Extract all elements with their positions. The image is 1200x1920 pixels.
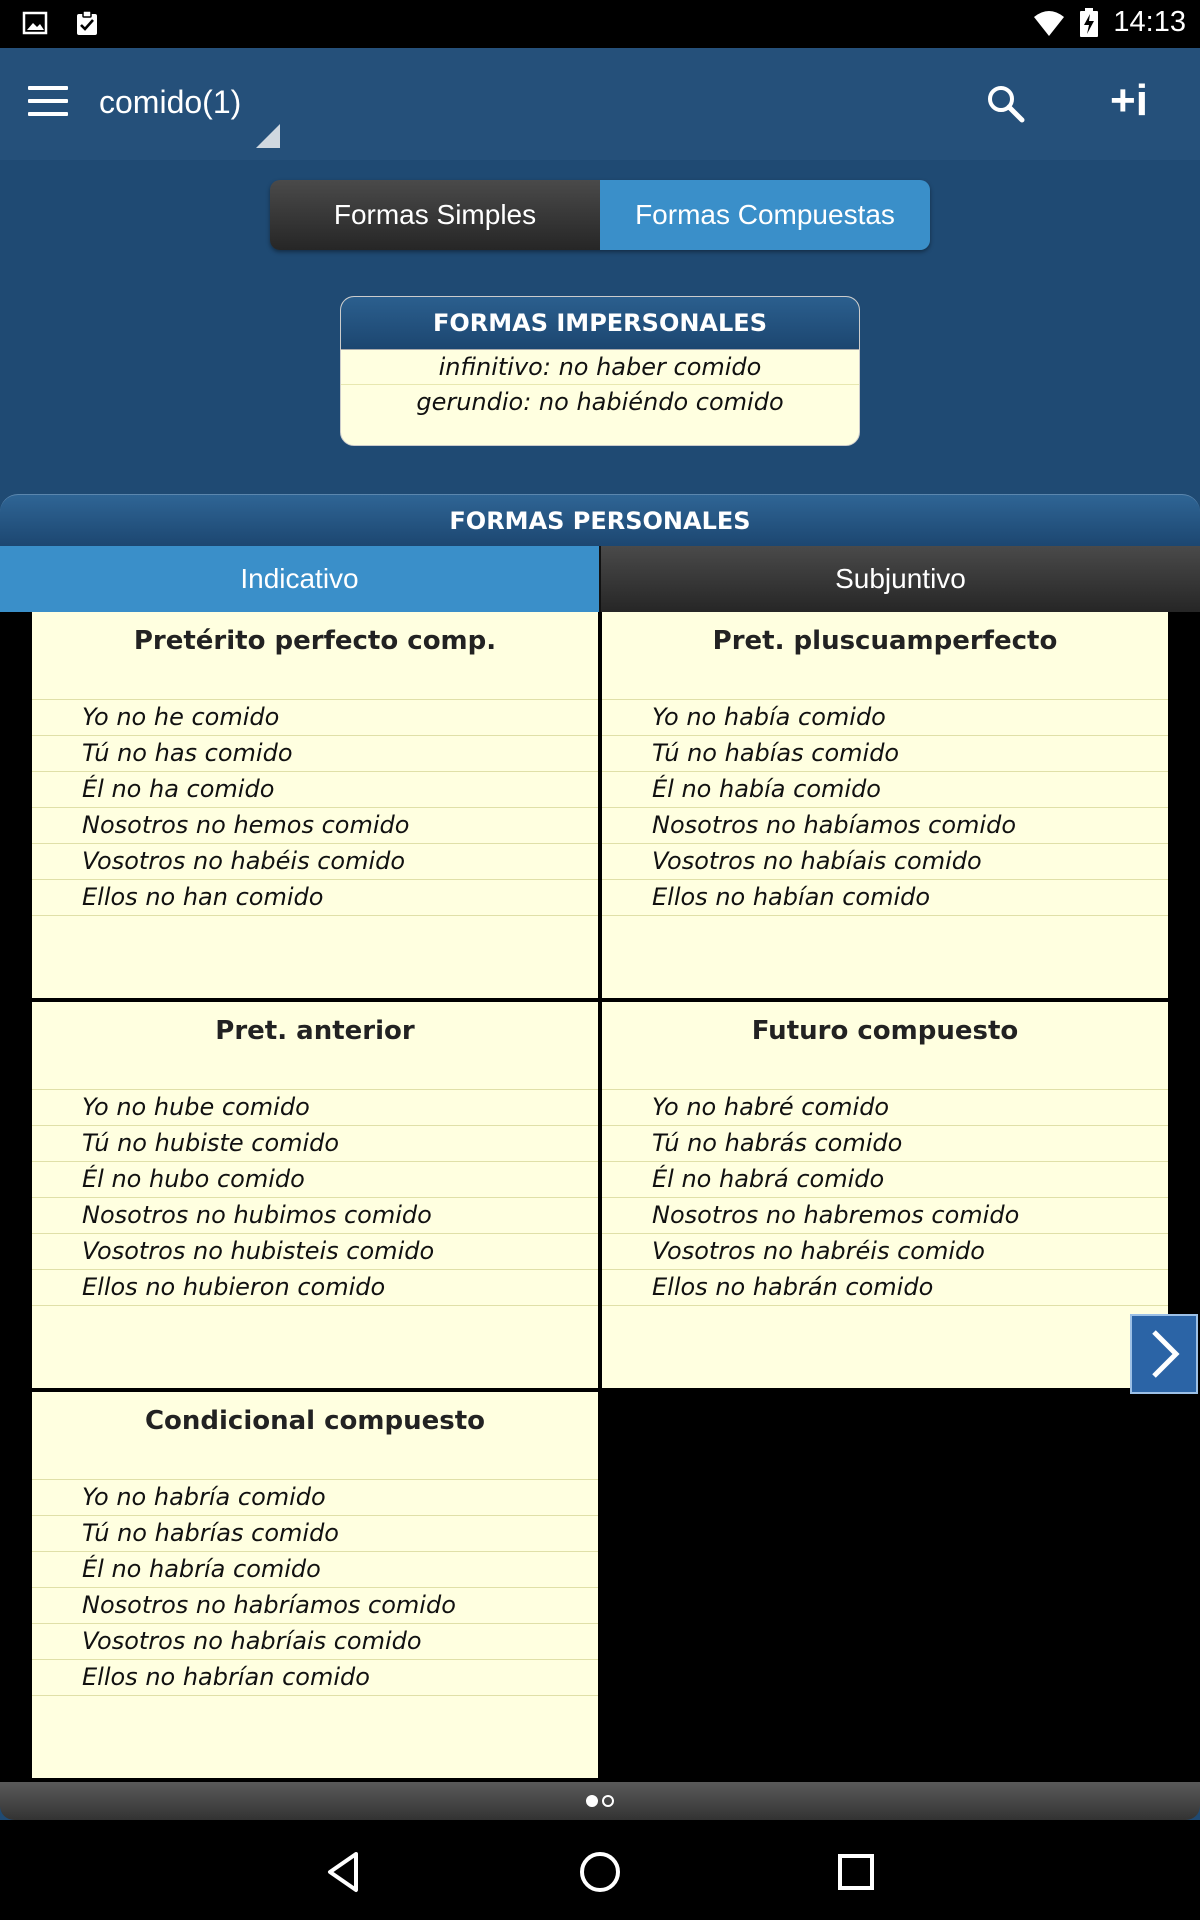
- conjugation-row: Yo no he comido: [32, 700, 598, 736]
- tense-grid: [0, 612, 1200, 1782]
- conjugation-row: Ellos no hubieron comido: [32, 1270, 598, 1306]
- tense-title: Pret. anterior: [32, 1002, 598, 1090]
- conjugation-row: Tú no habrías comido: [32, 1516, 598, 1552]
- page-dot: [602, 1795, 614, 1807]
- tab-subjuntivo[interactable]: Subjuntivo: [601, 546, 1200, 612]
- tense-card: [32, 1002, 598, 1388]
- personal-forms-title: FORMAS PERSONALES: [0, 494, 1200, 547]
- conjugation-row: Vosotros no hubisteis comido: [32, 1234, 598, 1270]
- conjugation-row: Nosotros no habremos comido: [602, 1198, 1168, 1234]
- status-bar: [0, 0, 1200, 48]
- conjugation-row: Ellos no habrán comido: [602, 1270, 1168, 1306]
- page-indicator: [0, 1782, 1200, 1820]
- chevron-right-icon: [1144, 1328, 1184, 1380]
- conjugation-row: Nosotros no habíamos comido: [602, 808, 1168, 844]
- tense-title: Futuro compuesto: [602, 1002, 1168, 1090]
- conjugation-row: Yo no había comido: [602, 700, 1168, 736]
- dropdown-indicator-icon[interactable]: [256, 124, 280, 148]
- conjugation-row: Ellos no habrían comido: [32, 1660, 598, 1696]
- tab-formas-simples[interactable]: Formas Simples: [270, 180, 600, 250]
- tense-title: Pretérito perfecto comp.: [32, 612, 598, 700]
- search-icon[interactable]: [984, 82, 1028, 126]
- navigation-bar: [0, 1820, 1200, 1920]
- conjugation-row: Tú no hubiste comido: [32, 1126, 598, 1162]
- next-page-button[interactable]: [1130, 1314, 1198, 1394]
- conjugation-row: Tú no habías comido: [602, 736, 1168, 772]
- mood-tabs: [0, 546, 1200, 612]
- app-title[interactable]: comido(1): [99, 84, 242, 120]
- conjugation-row: Nosotros no hubimos comido: [32, 1198, 598, 1234]
- menu-icon[interactable]: [28, 86, 68, 118]
- conjugation-row: Vosotros no habéis comido: [32, 844, 598, 880]
- tense-card: [32, 1392, 598, 1778]
- conjugation-row: Tú no habrás comido: [602, 1126, 1168, 1162]
- conjugation-row: Él no había comido: [602, 772, 1168, 808]
- add-info-icon[interactable]: +i: [1110, 76, 1148, 125]
- conjugation-row: Ellos no han comido: [32, 880, 598, 916]
- conjugation-row: Él no ha comido: [32, 772, 598, 808]
- image-icon: [22, 10, 48, 36]
- clock: 14:13: [1113, 6, 1186, 38]
- back-icon[interactable]: [320, 1848, 368, 1896]
- tab-formas-compuestas[interactable]: Formas Compuestas: [600, 180, 930, 250]
- app-bar: [0, 48, 1200, 160]
- conjugation-row: Yo no hube comido: [32, 1090, 598, 1126]
- tense-title: Condicional compuesto: [32, 1392, 598, 1480]
- clipboard-check-icon: [74, 10, 100, 36]
- conjugation-row: Vosotros no habíais comido: [602, 844, 1168, 880]
- conjugation-row: Nosotros no hemos comido: [32, 808, 598, 844]
- impersonal-row: gerundio: no habiéndo comido: [416, 388, 784, 416]
- forms-segmented-control: [270, 180, 930, 250]
- conjugation-row: Él no habría comido: [32, 1552, 598, 1588]
- tab-indicativo[interactable]: Indicativo: [0, 546, 601, 612]
- conjugation-row: Él no hubo comido: [32, 1162, 598, 1198]
- conjugation-row: Vosotros no habríais comido: [32, 1624, 598, 1660]
- impersonal-row: infinitivo: no haber comido: [341, 350, 859, 385]
- tense-card: [602, 1002, 1168, 1388]
- home-icon[interactable]: [576, 1848, 624, 1896]
- conjugation-row: Tú no has comido: [32, 736, 598, 772]
- impersonal-forms-title: FORMAS IMPERSONALES: [341, 297, 859, 350]
- wifi-icon: [1033, 8, 1065, 38]
- conjugation-row: Nosotros no habríamos comido: [32, 1588, 598, 1624]
- tense-card: [602, 612, 1168, 998]
- conjugation-row: Vosotros no habréis comido: [602, 1234, 1168, 1270]
- conjugation-row: Yo no habría comido: [32, 1480, 598, 1516]
- conjugation-row: Ellos no habían comido: [602, 880, 1168, 916]
- recents-icon[interactable]: [832, 1848, 880, 1896]
- conjugation-row: Yo no habré comido: [602, 1090, 1168, 1126]
- tense-title: Pret. pluscuamperfecto: [602, 612, 1168, 700]
- page-dot-active: [586, 1795, 598, 1807]
- conjugation-row: Él no habrá comido: [602, 1162, 1168, 1198]
- impersonal-forms-box: [340, 296, 860, 446]
- content-area: [0, 160, 1200, 1820]
- battery-charging-icon: [1079, 8, 1099, 38]
- tense-card: [32, 612, 598, 998]
